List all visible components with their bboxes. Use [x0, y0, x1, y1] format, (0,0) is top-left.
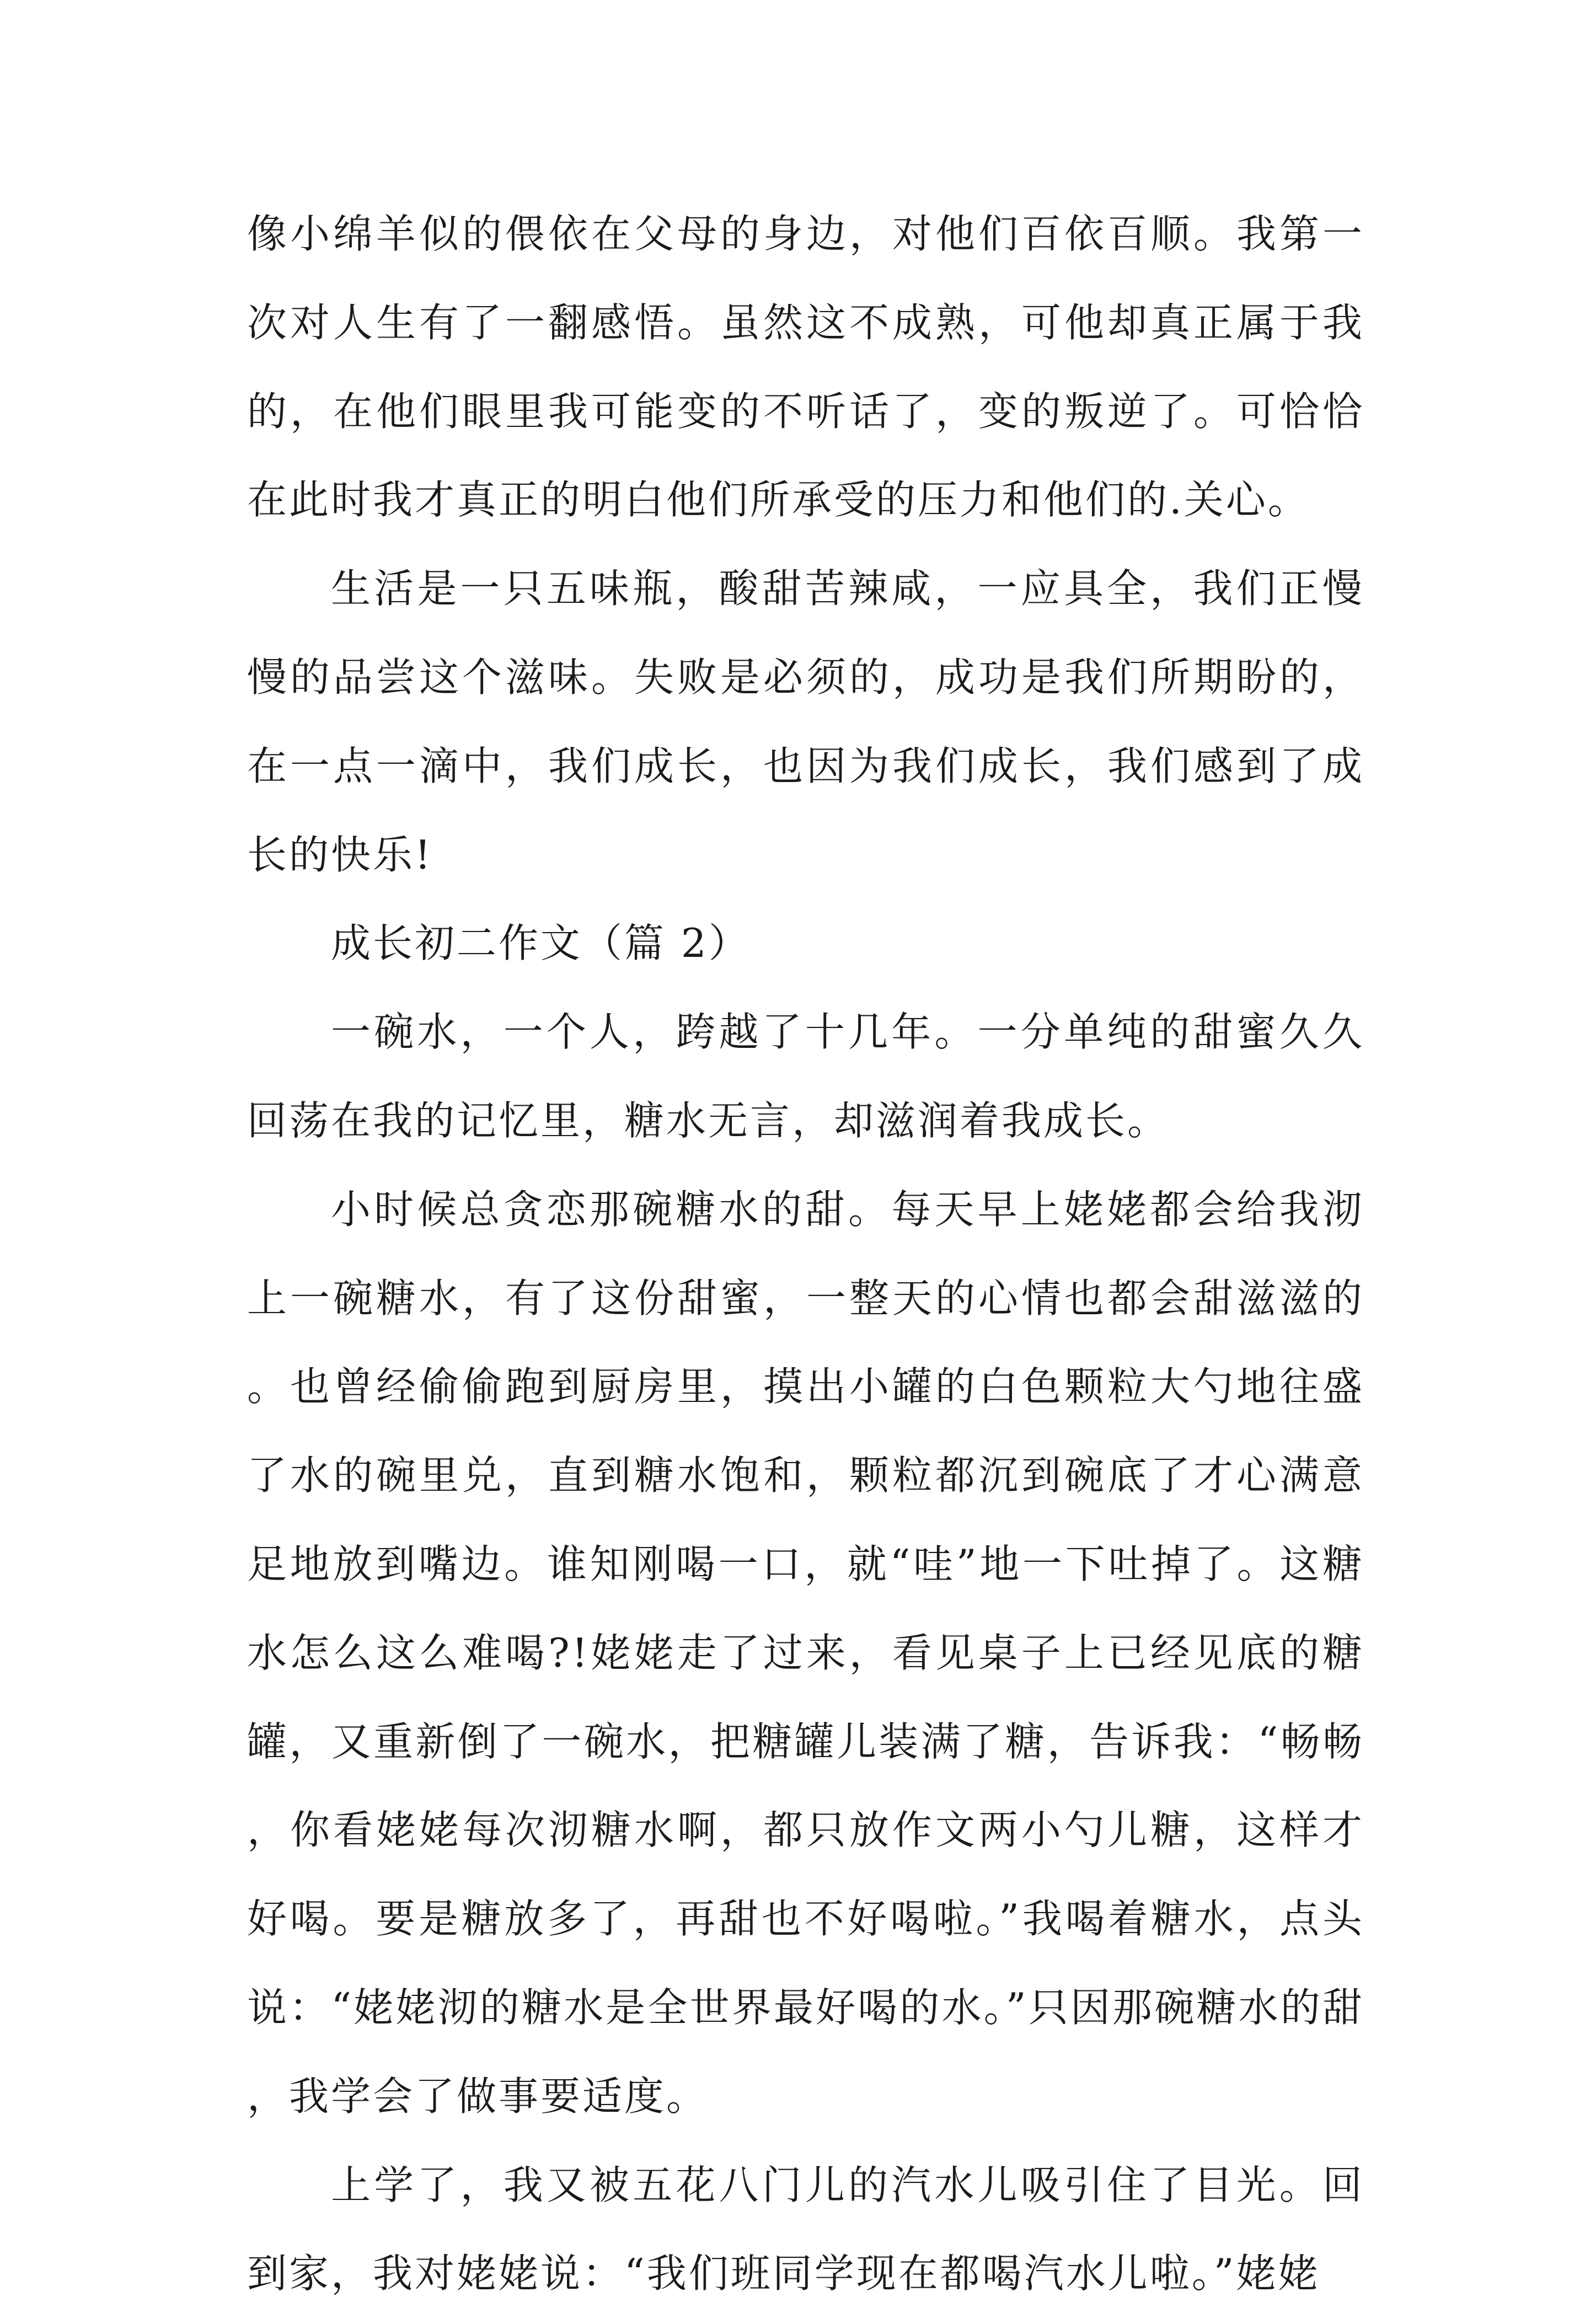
paragraph-sugar-water: 小时候总贪恋那碗糖水的甜。每天早上姥姥都会给我沏上一碗糖水，有了这份甜蜜，一整天的心情也都会甜滋滋的。也曾经偷偷跑到厨房里，摸出小罐的白色颗粒大勺地往盛了水的碗里兑，直到糖水饱和，颗粒都沉到碗底了才心满意足地放到嘴边。谁知刚喝一口，就“哇”地一下吐掉了。这糖水怎么这么难喝?!姥姥走了过来，看见桌子上已经见底的糖罐，又重新倒了一碗水，把糖罐儿装满了糖，告诉我：“畅畅，你看姥姥每次沏糖水啊，都只放作文两小勺儿糖，这样才好喝。要是糖放多了，再甜也不好喝啦。”我喝着糖水，点头说：“姥姥沏的糖水是全世界最好喝的水。”只因那碗糖水的甜，我学会了做事要适度。 [247, 1186, 1364, 2119]
paragraph-five-flavors: 生活是一只五味瓶，酸甜苦辣咸，一应具全，我们正慢慢的品尝这个滋味。失败是必须的，成功是我们所期盼的，在一点一滴中，我们成长，也因为我们成长，我们感到了成长的快乐! [247, 565, 1364, 878]
paragraph-soda: 上学了，我又被五花八门儿的汽水儿吸引住了目光。回到家，我对姥姥说：“我们班同学现在都喝汽水儿啦。”姥姥 [247, 2161, 1364, 2297]
paragraph-continuation: 像小绵羊似的偎依在父母的身边，对他们百依百顺。我第一次对人生有了一翻感悟。虽然这不成熟，可他却真正属于我的，在他们眼里我可能变的不听话了，变的叛逆了。可恰恰在此时我才真正的明白他们所承受的压力和他们的.关心。 [247, 211, 1364, 523]
paragraph-bowl-of-water: 一碗水，一个人，跨越了十几年。一分单纯的甜蜜久久回荡在我的记忆里，糖水无言，却滋润着我成长。 [247, 1009, 1364, 1144]
section-heading: 成长初二作文（篇 2） [331, 920, 751, 967]
document-page [247, 190, 1364, 2318]
